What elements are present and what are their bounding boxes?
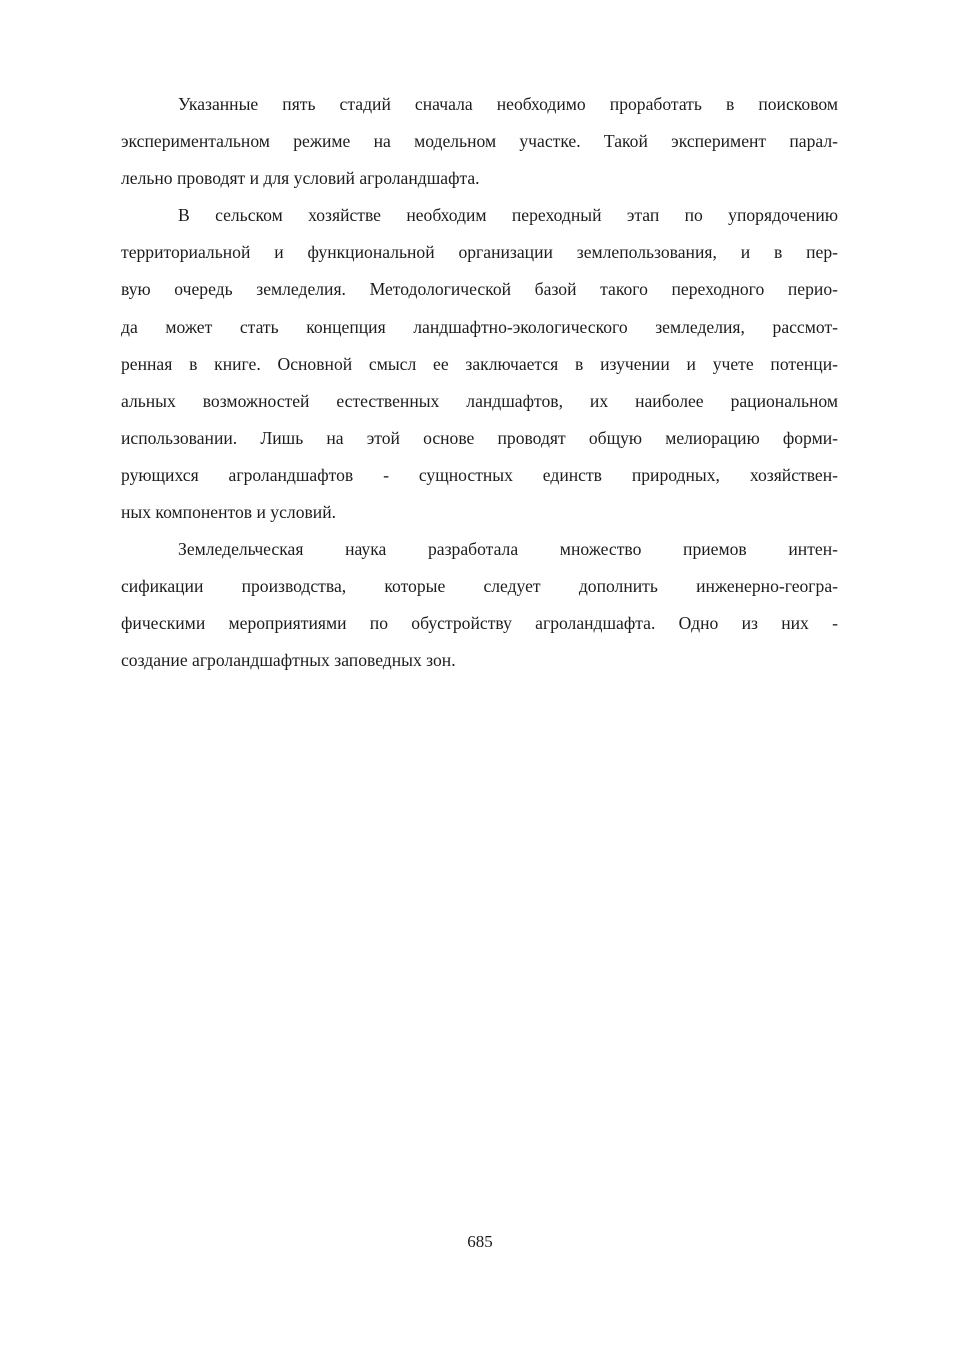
paragraph-1 [121,86,838,197]
text-line: В сельском хозяйстве необходим переходный этап по упорядочению [178,205,838,226]
text-line: сификации производства, которые следует дополнить инженерно-геогра- [121,576,838,597]
text-line: использовании. Лишь на этой основе проводят общую мелиорацию форми- [121,427,838,448]
body-text [121,86,838,680]
paragraph-3 [121,531,838,679]
page-number: 685 [467,1232,493,1251]
text-line: Земледельческая наука разработала множество приемов интен- [178,539,838,560]
text-line: экспериментальном режиме на модельном участке. Такой эксперимент парал- [121,131,838,152]
text-line: да может стать концепция ландшафтно-экологического земледелия, рассмот- [121,316,838,337]
text-line: Указанные пять стадий сначала необходимо проработать в поисковом [178,94,838,114]
text-line: ренная в книге. Основной смысл ее заключается в изучении и учете потенци- [121,353,838,374]
text-line: альных возможностей естественных ландшафтов, их наиболее рациональном [121,390,838,411]
paragraph-2 [121,197,838,531]
text-line: лельно проводят и для условий агроландшафта. [121,168,480,189]
text-line: фическими мероприятиями по обустройству агроландшафта. Одно из них - [121,613,838,634]
text-line: создание агроландшафтных заповедных зон. [121,650,456,671]
text-line: рующихся агроландшафтов - сущностных единств природных, хозяйствен- [121,464,838,485]
text-line: вую очередь земледелия. Методологической базой такого переходного перио- [121,279,838,300]
text-line: ных компонентов и условий. [121,502,337,523]
text-line: территориальной и функциональной организации землепользования, и в пер- [121,242,838,263]
